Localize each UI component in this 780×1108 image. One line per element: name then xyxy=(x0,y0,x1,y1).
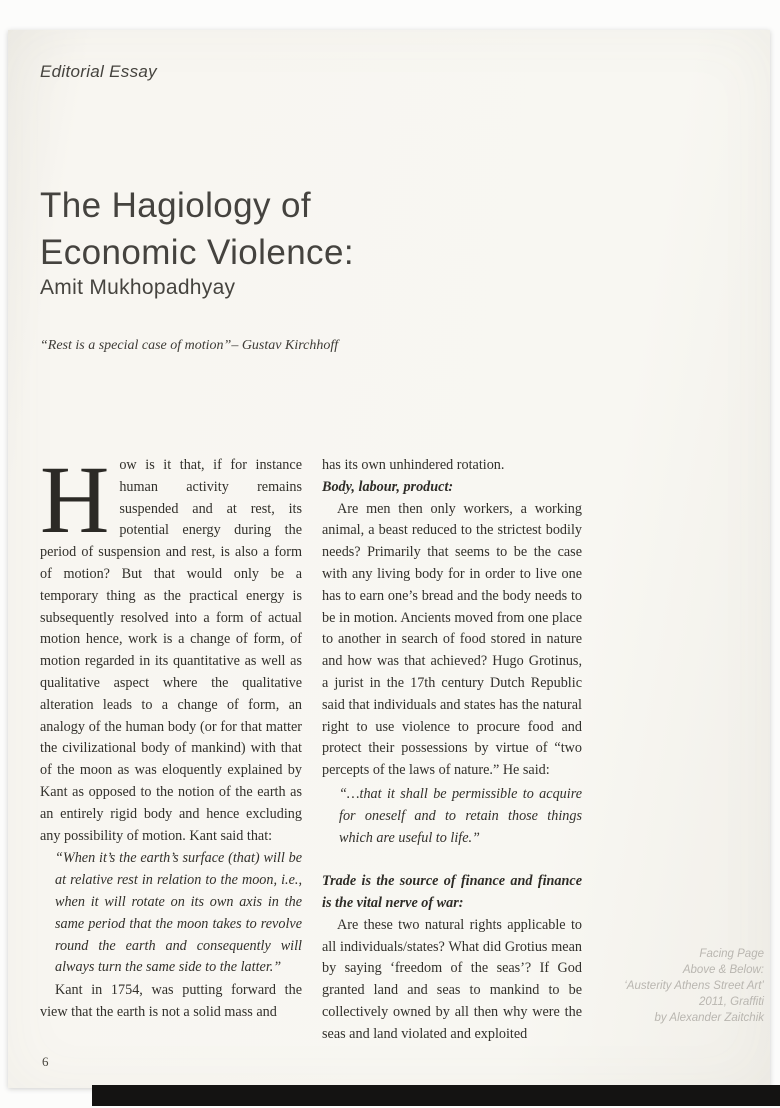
author-name: Amit Mukhopadhyay xyxy=(40,276,236,299)
section-label: Editorial Essay xyxy=(40,62,157,81)
paragraph: Are men then only workers, a working animal, a beast reduced to the strictest bodily needs? Primarily that seems to be the case with any living body for in order to live one has to earn one’s bread and the body needs to be in motion. Ancients moved from one place to another in search of food stored in nature and how was that achieved? Hugo Grotinus, a jurist in the 17th century Dutch Republic said that individuals and states has the natural right to use violence to procure food and protect their possessions by virtue of “two percepts of the laws of nature.” He said: xyxy=(322,500,582,779)
facing-page-caption xyxy=(624,946,764,1026)
article-title-line2: Economic Violence: xyxy=(40,233,354,272)
epigraph-quote: “Rest is a special case of motion”– Gustav Kirchhoff xyxy=(40,338,339,353)
continuation-line: has its own unhindered rotation. xyxy=(322,457,505,473)
caption-line: Facing Page xyxy=(699,948,764,960)
caption-line: Above & Below: xyxy=(682,964,764,976)
caption-line: 2011, Graffiti xyxy=(699,996,764,1008)
opening-paragraph-text: ow is it that, if for instance human activity remains suspended and at rest, its potential energy during the period of suspension and rest, is also a form of motion? But that would only be a temporary thing as the practical energy is subsequently resolved into a form of actual motion hence, work is a change of form, of motion regarded in its quantitative as well as qualitative aspect where the qualitative alteration leads to a change of form, an analogy of the human body (or for that matter the civilizational body of mankind) with that of the moon as was eloquently explained by Kant as opposed to the notion of the earth as an entirely rigid body and hence excluding any possibility of motion. Kant said that: xyxy=(40,457,302,844)
block-quote-kant: “When it’s the earth’s surface (that) will be at relative rest in relation to the moon, i.e., when it will rotate on its own axis in the same period that the moon takes to revolve round the earth and consequently will always turn the same side to the latter.” xyxy=(55,850,302,976)
magazine-page xyxy=(8,30,770,1088)
subheading-body-labour-product: Body, labour, product: xyxy=(322,478,454,495)
right-column xyxy=(322,455,582,1046)
page-number: 6 xyxy=(42,1054,49,1069)
caption-line: by Alexander Zaitchik xyxy=(654,1012,764,1024)
opening-paragraph xyxy=(40,446,302,847)
subheading-trade-finance-war: Trade is the source of finance and finance is the vital nerve of war: xyxy=(322,873,582,911)
block-quote-grotius: “…that it shall be permissible to acquire for oneself and to retain those things which are useful to life.” xyxy=(339,785,582,846)
article-title xyxy=(40,182,354,276)
left-column xyxy=(40,446,302,1024)
drop-cap: H xyxy=(40,446,110,553)
caption-line: ‘Austerity Athens Street Art’ xyxy=(624,980,764,992)
article-title-line1: The Hagiology of xyxy=(40,186,312,225)
paragraph: Kant in 1754, was putting forward the view that the earth is not a solid mass and xyxy=(40,982,302,1020)
paragraph: Are these two natural rights applicable to all individuals/states? What did Grotius mean by saying ‘freedom of the seas’? If God granted land and seas to mankind to be collectively owned by all then why were the seas and land violated and exploited xyxy=(322,916,582,1042)
scan-edge-bar xyxy=(92,1085,780,1106)
